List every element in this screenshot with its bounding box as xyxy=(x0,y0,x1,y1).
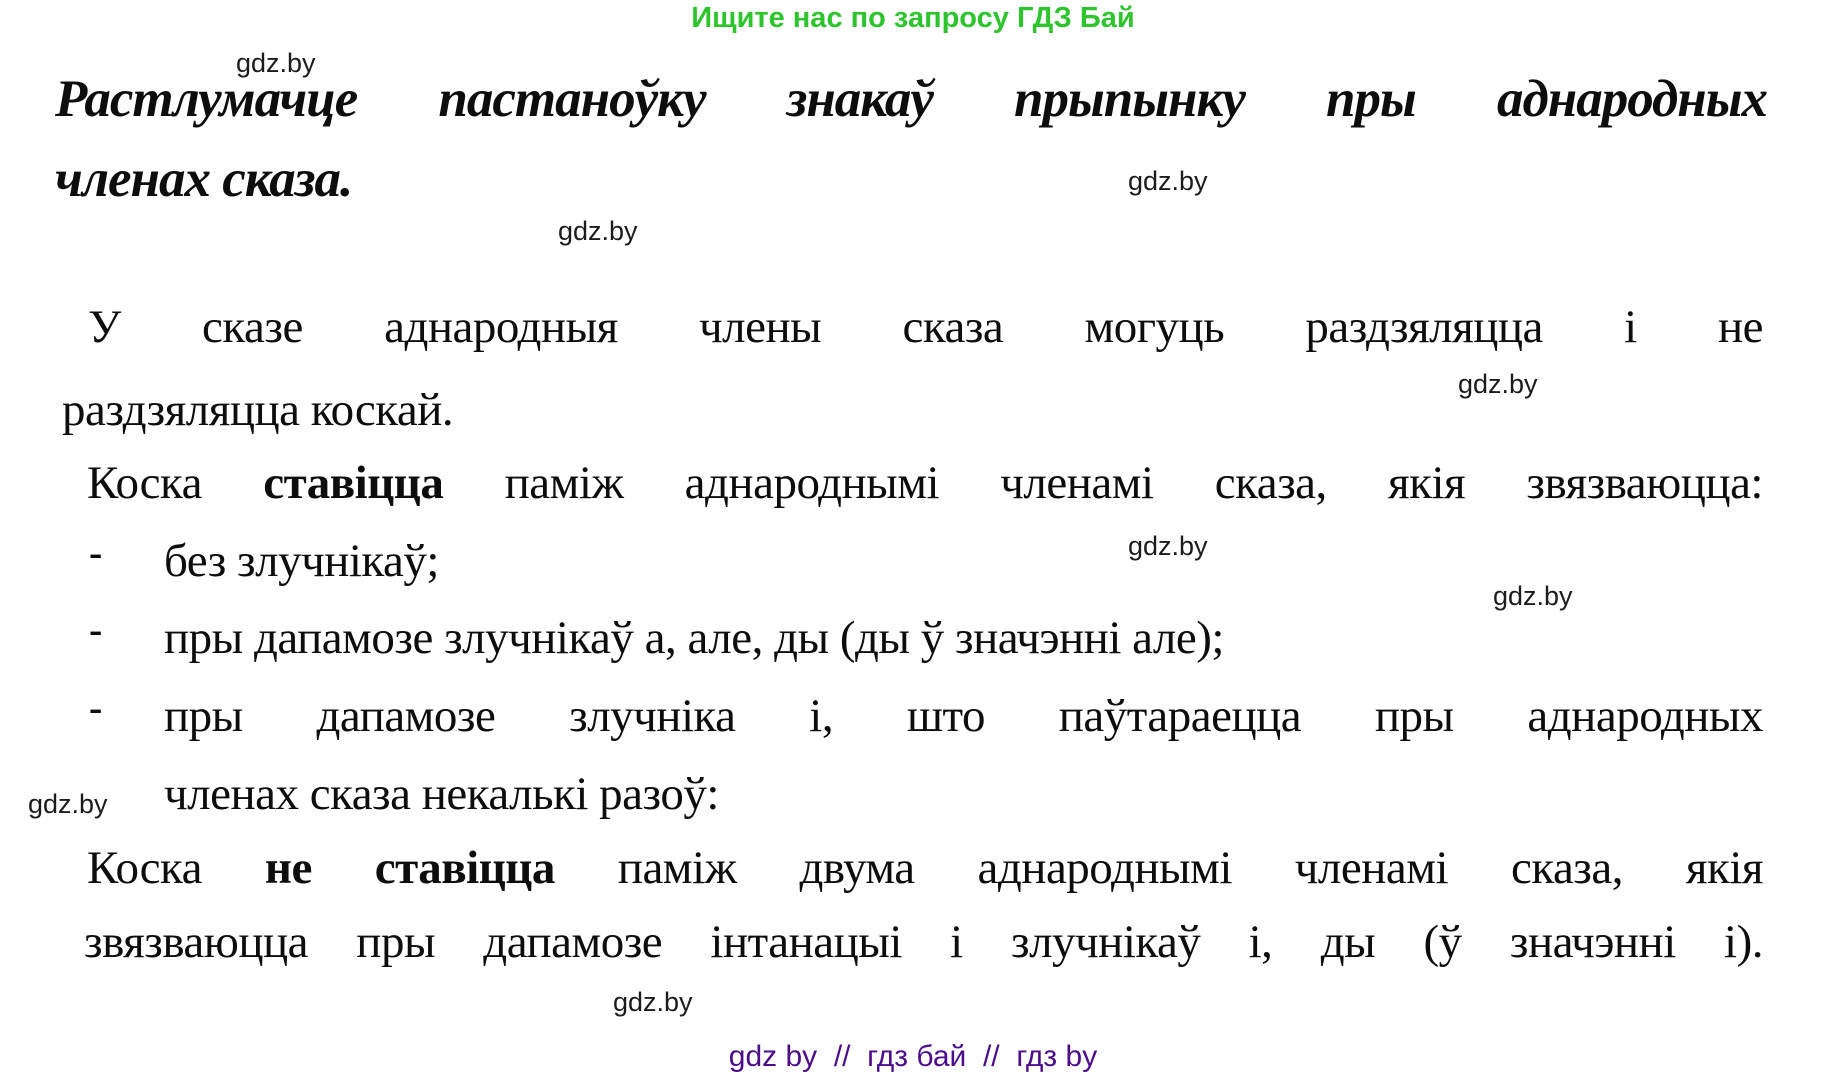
gdz-watermark: gdz.by xyxy=(1128,166,1208,196)
exercise-title-line1: Растлумачце пастаноўку знакаў прыпынку пры аднародных xyxy=(55,70,1767,128)
bullet-item-3-line2-row xyxy=(62,767,1763,821)
rule-paragraph2: Коска ставіцца паміж аднароднымі членамі сказа, якія звязваюцца: xyxy=(87,457,1763,509)
bullet-item-3 xyxy=(62,685,1763,743)
footer-brands: gdz by // гдз бай // гдз by xyxy=(728,1040,1098,1073)
gdz-watermark: gdz.by xyxy=(236,48,316,78)
bullet-item-3-line2: членах сказа некалькі разоў: xyxy=(164,768,719,820)
rule-paragraph1-line1: У сказе аднародныя члены сказа могуць раздзяляцца і не xyxy=(88,301,1763,353)
bullet-item-2 xyxy=(62,607,1763,665)
bullet-item-2-text: пры дапамозе злучнікаў а, але, ды (ды ў значэнні але); xyxy=(164,612,1224,664)
rule-paragraph3-line1: Коска не ставіцца паміж двума аднароднымі членамі сказа, якія xyxy=(87,842,1763,894)
promo-banner: Ищите нас по запросу ГДЗ Бай xyxy=(691,2,1135,34)
bullet-item-1 xyxy=(62,530,1763,588)
gdz-watermark: gdz.by xyxy=(613,987,693,1017)
exercise-title-line2: членах сказа. xyxy=(55,150,353,208)
bullet-item-1-text: без злучнікаў; xyxy=(164,535,439,587)
gdz-watermark: gdz.by xyxy=(558,216,638,246)
gdz-watermark: gdz.by xyxy=(1493,581,1573,611)
bullet-dash: - xyxy=(89,530,102,575)
bullet-item-3-line1: пры дапамозе злучніка і, што паўтараецца пры аднародных xyxy=(164,690,1763,742)
gdz-watermark: gdz.by xyxy=(1128,531,1208,561)
bullet-dash: - xyxy=(89,685,102,730)
bullet-dash: - xyxy=(89,607,102,652)
gdz-watermark: gdz.by xyxy=(28,789,108,819)
rule-paragraph3-line2: звязваюцца пры дапамозе інтанацыі і злучнікаў і, ды (ў значэнні і). xyxy=(84,916,1763,968)
rule-paragraph1-line2: раздзяляцца коскай. xyxy=(62,384,454,436)
gdz-watermark: gdz.by xyxy=(1458,369,1538,399)
